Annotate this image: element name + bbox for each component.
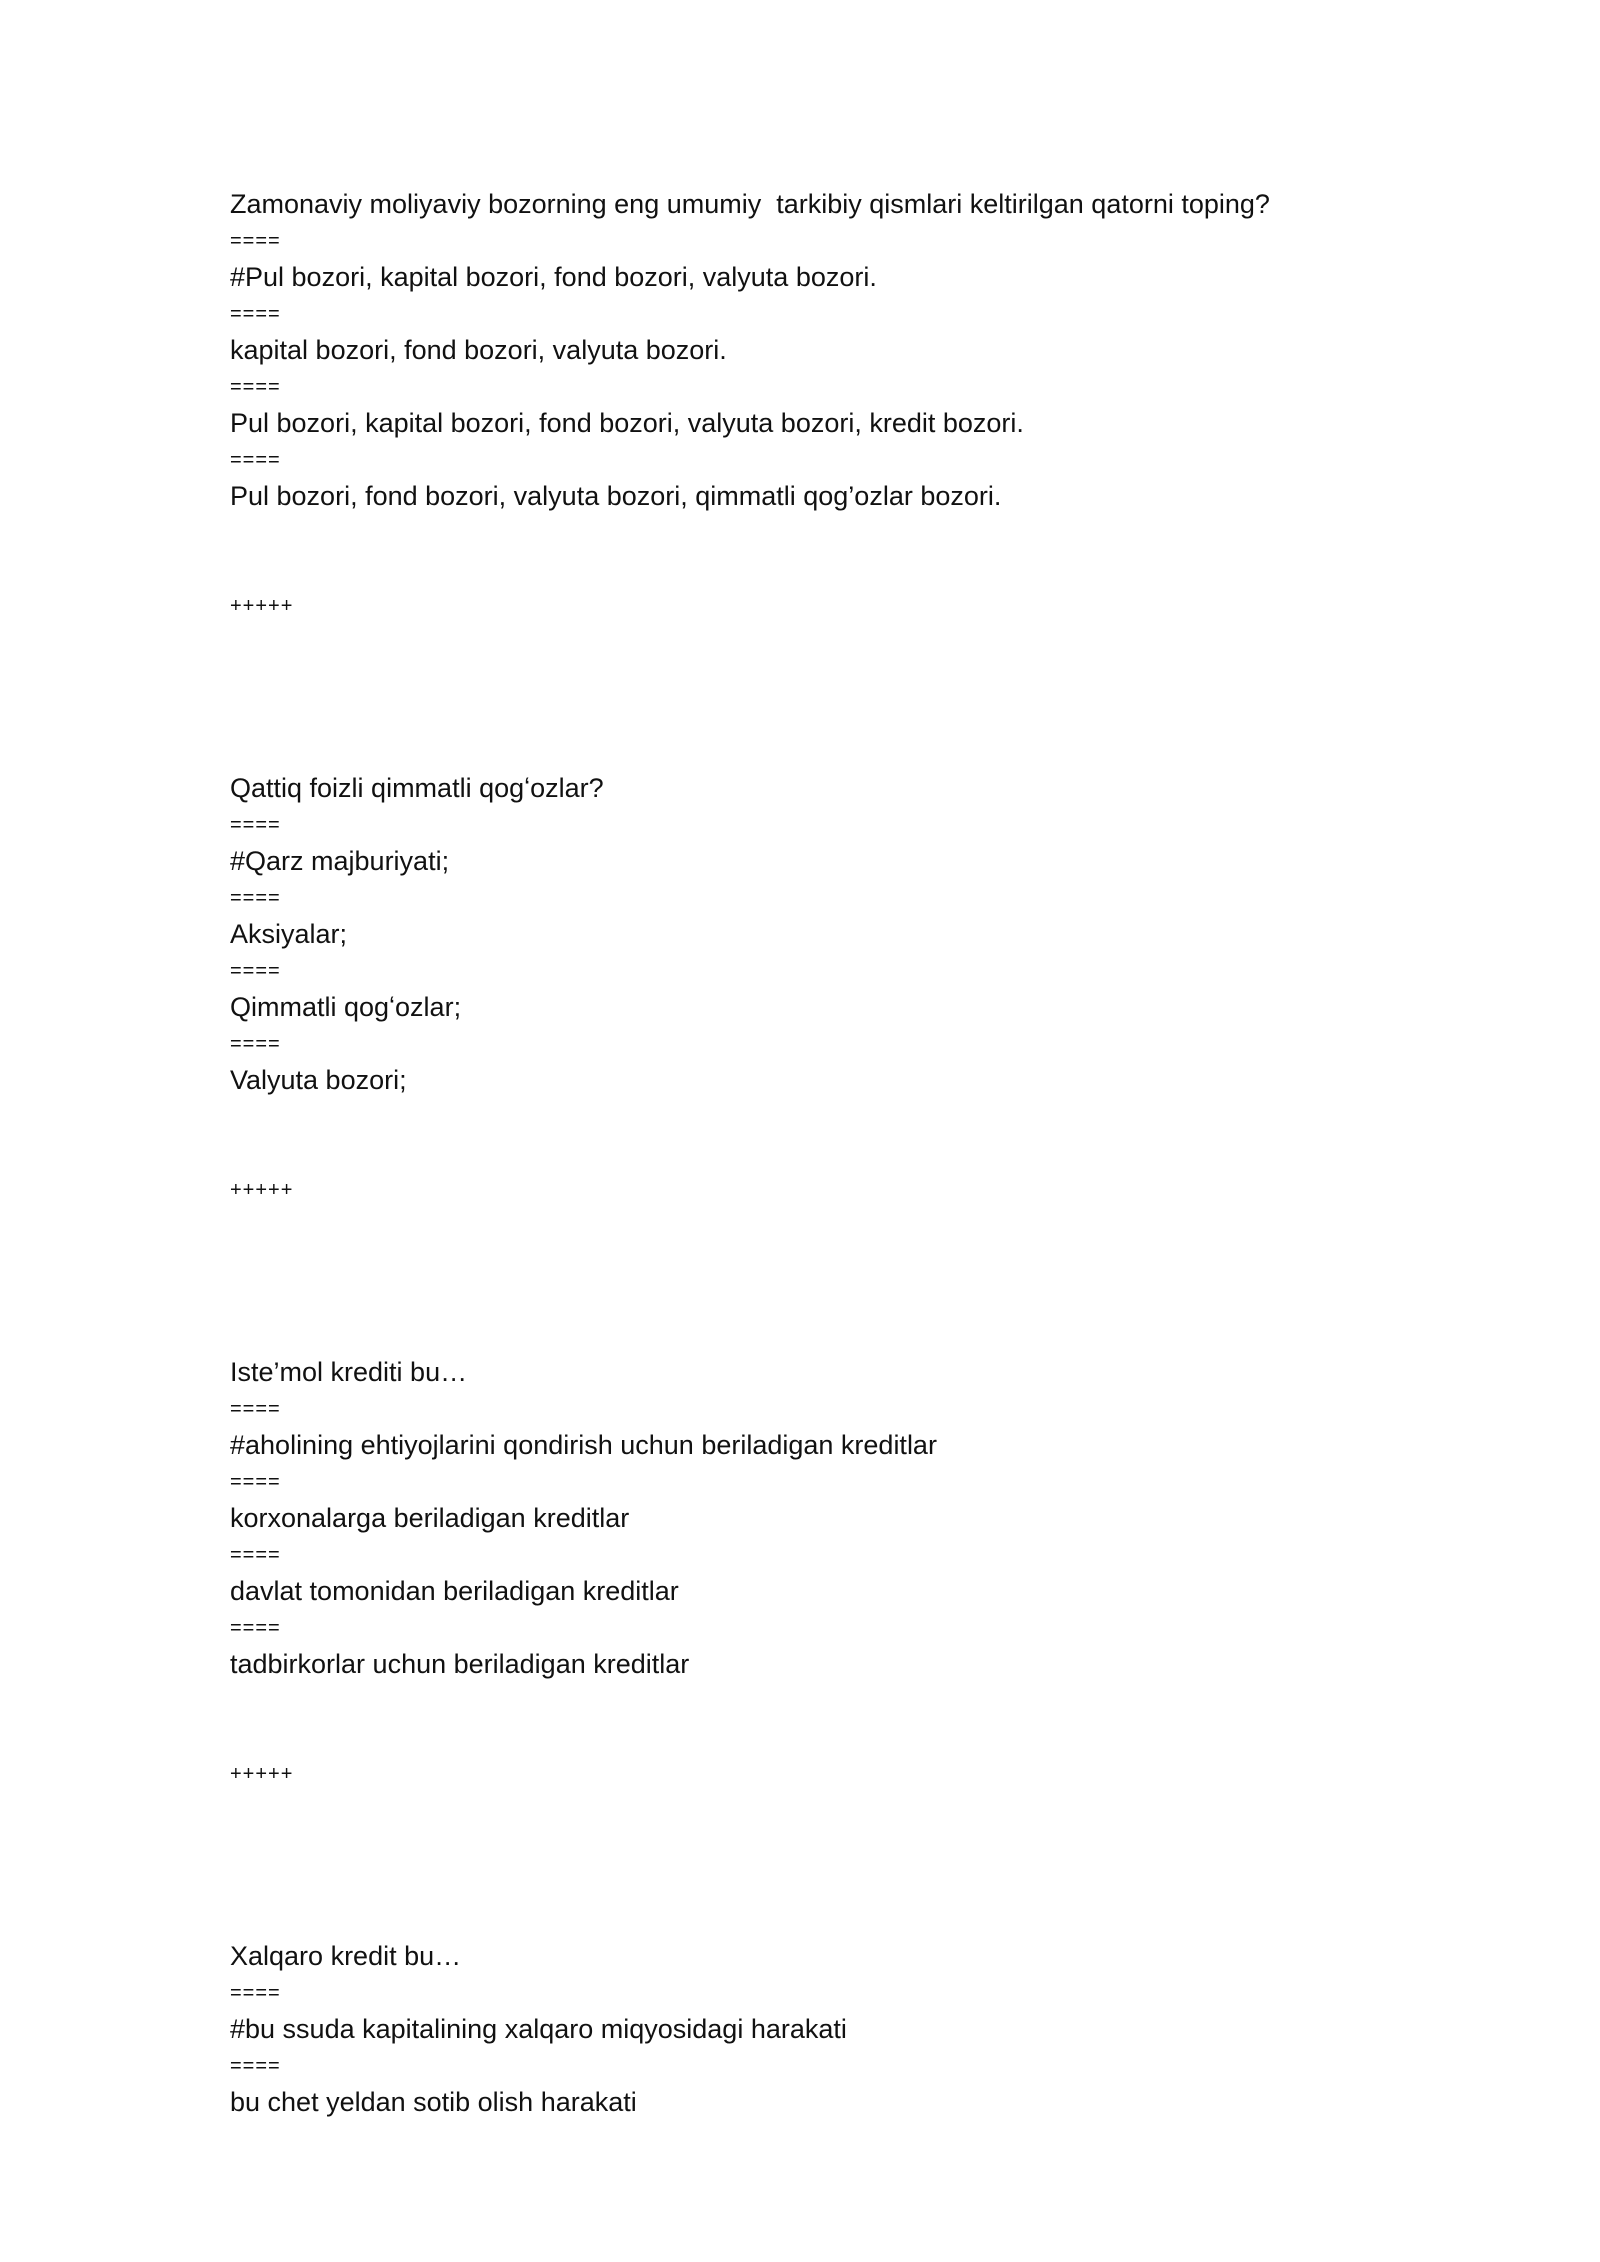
document-body (230, 186, 1430, 2121)
question-block (230, 770, 1430, 1354)
spacer (230, 1792, 1430, 1938)
answer-option: tadbirkorlar uchun beriladigan kreditlar (230, 1649, 690, 1679)
separator: ==== (230, 2054, 281, 2077)
question-text: Zamonaviy moliyaviy bozorning eng umumiy tarkibiy qismlari keltirilgan qatorni toping? (230, 189, 1270, 219)
answer-option: Aksiyalar; (230, 919, 348, 949)
answer-option: #aholining ehtiyojlarini qondirish uchun beriladigan kreditlar (230, 1430, 937, 1460)
separator: ==== (230, 1470, 281, 1493)
answer-option: korxonalarga beriladigan kreditlar (230, 1503, 630, 1533)
separator: ==== (230, 229, 281, 252)
answer-option: davlat tomonidan beriladigan kreditlar (230, 1576, 679, 1606)
answer-option: Valyuta bozori; (230, 1065, 407, 1095)
end-marker: +++++ (230, 1762, 294, 1785)
question-text: Qattiq foizli qimmatli qogʻozlar? (230, 773, 604, 803)
spacer (230, 1208, 1430, 1354)
answer-option: Pul bozori, fond bozori, valyuta bozori, qimmatli qog’ozlar bozori. (230, 481, 1002, 511)
answer-option: Pul bozori, kapital bozori, fond bozori, valyuta bozori, kredit bozori. (230, 408, 1024, 438)
end-marker: +++++ (230, 1178, 294, 1201)
spacer (230, 515, 1430, 588)
separator: ==== (230, 448, 281, 471)
separator: ==== (230, 1032, 281, 1055)
answer-option: #Pul bozori, kapital bozori, fond bozori, valyuta bozori. (230, 262, 877, 292)
answer-option: #Qarz majburiyati; (230, 846, 450, 876)
separator: ==== (230, 886, 281, 909)
question-block (230, 1354, 1430, 1938)
question-text: Iste’mol krediti bu… (230, 1357, 468, 1387)
separator: ==== (230, 1543, 281, 1566)
spacer (230, 1099, 1430, 1172)
question-block (230, 1938, 1430, 2121)
answer-option: #bu ssuda kapitalining xalqaro miqyosidagi harakati (230, 2014, 847, 2044)
end-marker: +++++ (230, 594, 294, 617)
separator: ==== (230, 302, 281, 325)
separator: ==== (230, 1616, 281, 1639)
spacer (230, 624, 1430, 770)
separator: ==== (230, 813, 281, 836)
separator: ==== (230, 1981, 281, 2004)
question-block (230, 186, 1430, 770)
separator: ==== (230, 959, 281, 982)
answer-option: Qimmatli qogʻozlar; (230, 992, 462, 1022)
answer-option: bu chet yeldan sotib olish harakati (230, 2087, 637, 2117)
separator: ==== (230, 1397, 281, 1420)
question-text: Xalqaro kredit bu… (230, 1941, 462, 1971)
separator: ==== (230, 375, 281, 398)
answer-option: kapital bozori, fond bozori, valyuta bozori. (230, 335, 727, 365)
spacer (230, 1683, 1430, 1756)
